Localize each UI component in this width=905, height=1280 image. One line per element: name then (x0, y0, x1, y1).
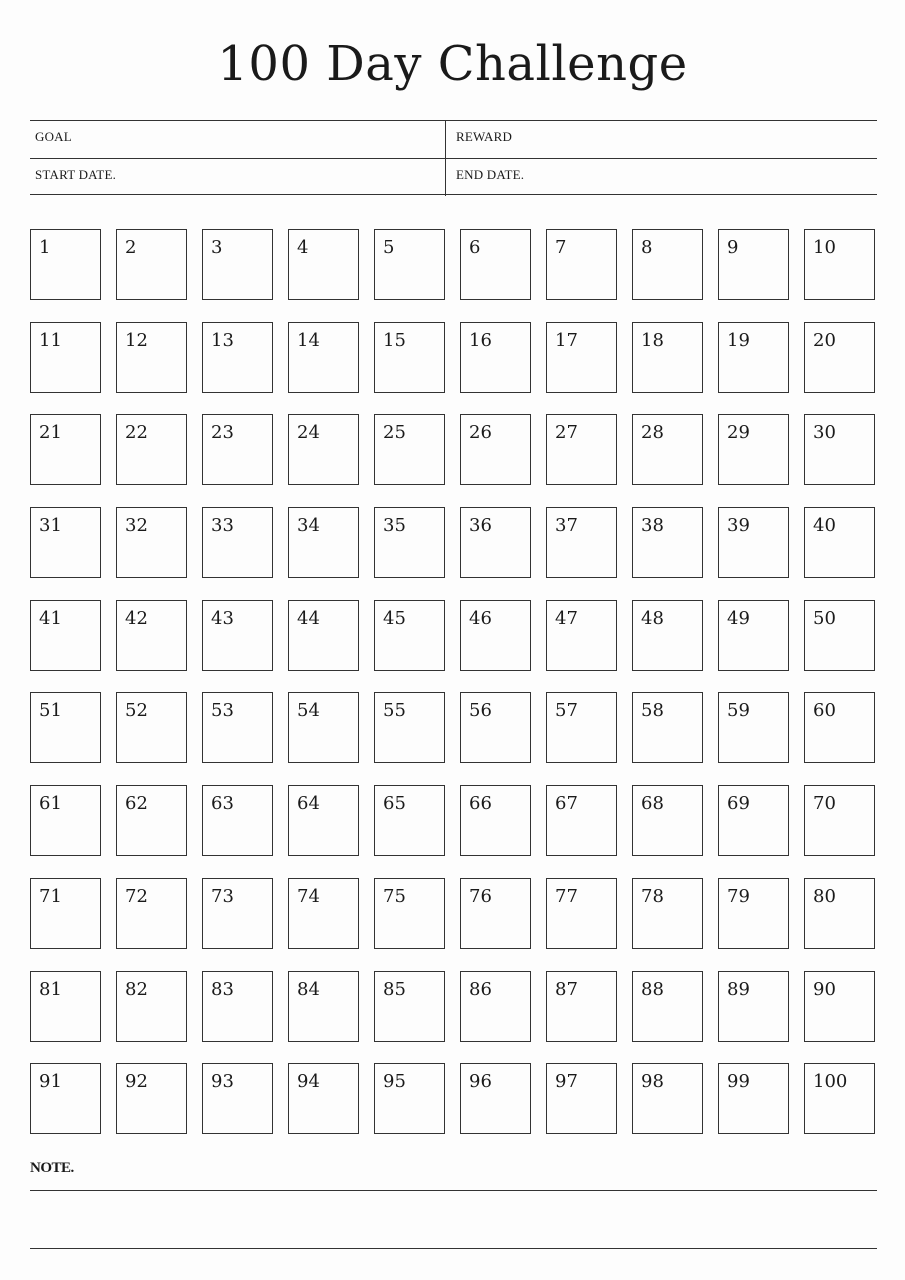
day-box[interactable] (804, 229, 875, 300)
day-box[interactable] (202, 322, 273, 393)
day-box[interactable] (30, 878, 101, 949)
day-number: 18 (641, 330, 664, 351)
day-box[interactable] (374, 785, 445, 856)
reward-field[interactable]: REWARD (456, 129, 513, 144)
day-box[interactable] (804, 785, 875, 856)
day-box[interactable] (632, 600, 703, 671)
day-box[interactable] (116, 507, 187, 578)
day-box[interactable] (460, 692, 531, 763)
info-row-goal-reward (30, 121, 877, 158)
day-number: 2 (125, 237, 137, 258)
day-box[interactable] (288, 785, 359, 856)
day-number: 97 (555, 1071, 578, 1092)
day-number: 48 (641, 608, 664, 629)
day-number: 6 (469, 237, 481, 258)
day-number: 88 (641, 979, 664, 1000)
day-number: 14 (297, 330, 320, 351)
day-number: 82 (125, 979, 148, 1000)
day-number: 73 (211, 886, 234, 907)
day-number: 19 (727, 330, 750, 351)
day-number: 12 (125, 330, 148, 351)
day-box[interactable] (374, 507, 445, 578)
day-number: 31 (39, 515, 62, 536)
day-box[interactable] (202, 600, 273, 671)
day-number: 25 (383, 422, 406, 443)
day-number: 41 (39, 608, 62, 629)
day-box[interactable] (804, 692, 875, 763)
day-box[interactable] (804, 322, 875, 393)
day-box[interactable] (202, 1063, 273, 1134)
day-number: 36 (469, 515, 492, 536)
day-box[interactable] (460, 1063, 531, 1134)
end-date-field[interactable]: END DATE. (456, 167, 525, 182)
day-number: 74 (297, 886, 320, 907)
note-line[interactable] (30, 1248, 877, 1249)
day-box[interactable] (718, 692, 789, 763)
day-box[interactable] (632, 229, 703, 300)
day-number: 17 (555, 330, 578, 351)
day-number: 85 (383, 979, 406, 1000)
day-box[interactable] (288, 414, 359, 485)
day-box[interactable] (460, 507, 531, 578)
day-box[interactable] (202, 414, 273, 485)
info-row-dates (30, 158, 877, 196)
day-number: 95 (383, 1071, 406, 1092)
day-box[interactable] (460, 878, 531, 949)
day-box[interactable] (546, 229, 617, 300)
day-box[interactable] (30, 600, 101, 671)
day-box[interactable] (202, 785, 273, 856)
day-number: 47 (555, 608, 578, 629)
day-number: 27 (555, 422, 578, 443)
day-number: 64 (297, 793, 320, 814)
day-box[interactable] (460, 600, 531, 671)
day-box[interactable] (30, 322, 101, 393)
day-box[interactable] (546, 507, 617, 578)
day-box[interactable] (632, 507, 703, 578)
day-box[interactable] (546, 322, 617, 393)
day-box[interactable] (460, 785, 531, 856)
day-box[interactable] (374, 322, 445, 393)
day-number: 39 (727, 515, 750, 536)
day-box[interactable] (374, 692, 445, 763)
day-number: 40 (813, 515, 836, 536)
day-box[interactable] (288, 600, 359, 671)
day-number: 54 (297, 700, 320, 721)
day-box[interactable] (30, 507, 101, 578)
day-number: 92 (125, 1071, 148, 1092)
day-number: 75 (383, 886, 406, 907)
day-box[interactable] (718, 1063, 789, 1134)
day-box[interactable] (116, 600, 187, 671)
day-box[interactable] (288, 878, 359, 949)
day-number: 90 (813, 979, 836, 1000)
day-box[interactable] (202, 878, 273, 949)
day-box[interactable] (632, 692, 703, 763)
day-number: 20 (813, 330, 836, 351)
day-number: 83 (211, 979, 234, 1000)
day-box[interactable] (30, 692, 101, 763)
day-box[interactable] (202, 507, 273, 578)
day-box[interactable] (116, 878, 187, 949)
page-title: 100 Day Challenge (217, 36, 688, 92)
day-number: 99 (727, 1071, 750, 1092)
day-box[interactable] (718, 507, 789, 578)
day-number: 22 (125, 422, 148, 443)
day-number: 91 (39, 1071, 62, 1092)
day-number: 49 (727, 608, 750, 629)
day-number: 35 (383, 515, 406, 536)
day-number: 67 (555, 793, 578, 814)
day-number: 87 (555, 979, 578, 1000)
note-label: NOTE. (30, 1160, 74, 1176)
day-box[interactable] (632, 414, 703, 485)
day-number: 89 (727, 979, 750, 1000)
day-box[interactable] (546, 414, 617, 485)
day-number: 56 (469, 700, 492, 721)
day-number: 62 (125, 793, 148, 814)
day-box[interactable] (460, 322, 531, 393)
day-box[interactable] (116, 692, 187, 763)
day-number: 58 (641, 700, 664, 721)
day-box[interactable] (30, 785, 101, 856)
day-number: 96 (469, 1071, 492, 1092)
day-number: 7 (555, 237, 567, 258)
day-number: 24 (297, 422, 320, 443)
day-number: 30 (813, 422, 836, 443)
day-box[interactable] (116, 785, 187, 856)
day-box[interactable] (374, 1063, 445, 1134)
day-box[interactable] (116, 229, 187, 300)
day-number: 84 (297, 979, 320, 1000)
day-number: 94 (297, 1071, 320, 1092)
day-box[interactable] (718, 971, 789, 1042)
day-number: 60 (813, 700, 836, 721)
day-box[interactable] (116, 1063, 187, 1134)
day-number: 3 (211, 237, 223, 258)
day-number: 81 (39, 979, 62, 1000)
note-line[interactable] (30, 1190, 877, 1191)
day-box[interactable] (116, 322, 187, 393)
goal-field[interactable]: GOAL (30, 121, 446, 158)
day-number: 34 (297, 515, 320, 536)
day-box[interactable] (546, 692, 617, 763)
day-box[interactable] (804, 600, 875, 671)
day-box[interactable] (718, 878, 789, 949)
day-number: 93 (211, 1071, 234, 1092)
day-box[interactable] (288, 229, 359, 300)
day-number: 100 (813, 1071, 848, 1092)
day-box[interactable] (804, 507, 875, 578)
day-number: 11 (39, 330, 62, 351)
day-number: 72 (125, 886, 148, 907)
day-number: 23 (211, 422, 234, 443)
day-box[interactable] (632, 322, 703, 393)
day-number: 51 (39, 700, 62, 721)
start-date-field[interactable]: START DATE. (30, 159, 446, 196)
day-number: 52 (125, 700, 148, 721)
day-box[interactable] (202, 971, 273, 1042)
day-number: 16 (469, 330, 492, 351)
day-box[interactable] (374, 600, 445, 671)
day-box[interactable] (804, 971, 875, 1042)
day-box[interactable] (288, 971, 359, 1042)
day-box[interactable] (546, 971, 617, 1042)
day-box[interactable] (288, 322, 359, 393)
day-number: 29 (727, 422, 750, 443)
day-box[interactable] (718, 229, 789, 300)
day-box[interactable] (288, 692, 359, 763)
day-box[interactable] (632, 785, 703, 856)
day-number: 76 (469, 886, 492, 907)
day-number: 15 (383, 330, 406, 351)
day-box[interactable] (804, 1063, 875, 1134)
day-box[interactable] (288, 1063, 359, 1134)
day-number: 26 (469, 422, 492, 443)
day-number: 4 (297, 237, 309, 258)
day-number: 44 (297, 608, 320, 629)
day-box[interactable] (546, 785, 617, 856)
day-number: 61 (39, 793, 62, 814)
day-box[interactable] (546, 1063, 617, 1134)
day-number: 79 (727, 886, 750, 907)
day-number: 9 (727, 237, 739, 258)
day-number: 21 (39, 422, 62, 443)
day-number: 59 (727, 700, 750, 721)
day-number: 50 (813, 608, 836, 629)
day-number: 45 (383, 608, 406, 629)
day-box[interactable] (718, 785, 789, 856)
day-box[interactable] (30, 971, 101, 1042)
day-number: 53 (211, 700, 234, 721)
day-box[interactable] (546, 878, 617, 949)
day-number: 32 (125, 515, 148, 536)
day-box[interactable] (116, 414, 187, 485)
day-number: 65 (383, 793, 406, 814)
day-box[interactable] (718, 322, 789, 393)
day-box[interactable] (718, 414, 789, 485)
day-box[interactable] (30, 1063, 101, 1134)
day-number: 69 (727, 793, 750, 814)
day-number: 71 (39, 886, 62, 907)
day-box[interactable] (116, 971, 187, 1042)
day-number: 78 (641, 886, 664, 907)
day-number: 5 (383, 237, 395, 258)
day-number: 8 (641, 237, 653, 258)
day-box[interactable] (632, 971, 703, 1042)
day-box[interactable] (804, 878, 875, 949)
day-number: 46 (469, 608, 492, 629)
day-box[interactable] (804, 414, 875, 485)
day-box[interactable] (718, 600, 789, 671)
day-number: 77 (555, 886, 578, 907)
info-table (30, 120, 877, 195)
day-number: 68 (641, 793, 664, 814)
day-box[interactable] (288, 507, 359, 578)
day-box[interactable] (30, 229, 101, 300)
day-number: 13 (211, 330, 234, 351)
day-box[interactable] (374, 878, 445, 949)
day-number: 28 (641, 422, 664, 443)
day-number: 55 (383, 700, 406, 721)
day-number: 33 (211, 515, 234, 536)
day-box[interactable] (546, 600, 617, 671)
day-box[interactable] (202, 229, 273, 300)
day-number: 63 (211, 793, 234, 814)
day-box[interactable] (460, 971, 531, 1042)
day-number: 86 (469, 979, 492, 1000)
day-box[interactable] (460, 229, 531, 300)
day-number: 10 (813, 237, 836, 258)
day-number: 98 (641, 1071, 664, 1092)
day-box[interactable] (460, 414, 531, 485)
day-number: 37 (555, 515, 578, 536)
day-box[interactable] (30, 414, 101, 485)
day-box[interactable] (374, 414, 445, 485)
day-box[interactable] (374, 971, 445, 1042)
day-number: 80 (813, 886, 836, 907)
day-number: 43 (211, 608, 234, 629)
day-number: 38 (641, 515, 664, 536)
day-number: 1 (39, 237, 51, 258)
day-box[interactable] (632, 1063, 703, 1134)
day-number: 57 (555, 700, 578, 721)
day-box[interactable] (202, 692, 273, 763)
day-number: 66 (469, 793, 492, 814)
day-box[interactable] (632, 878, 703, 949)
day-number: 42 (125, 608, 148, 629)
day-box[interactable] (374, 229, 445, 300)
day-number: 70 (813, 793, 836, 814)
